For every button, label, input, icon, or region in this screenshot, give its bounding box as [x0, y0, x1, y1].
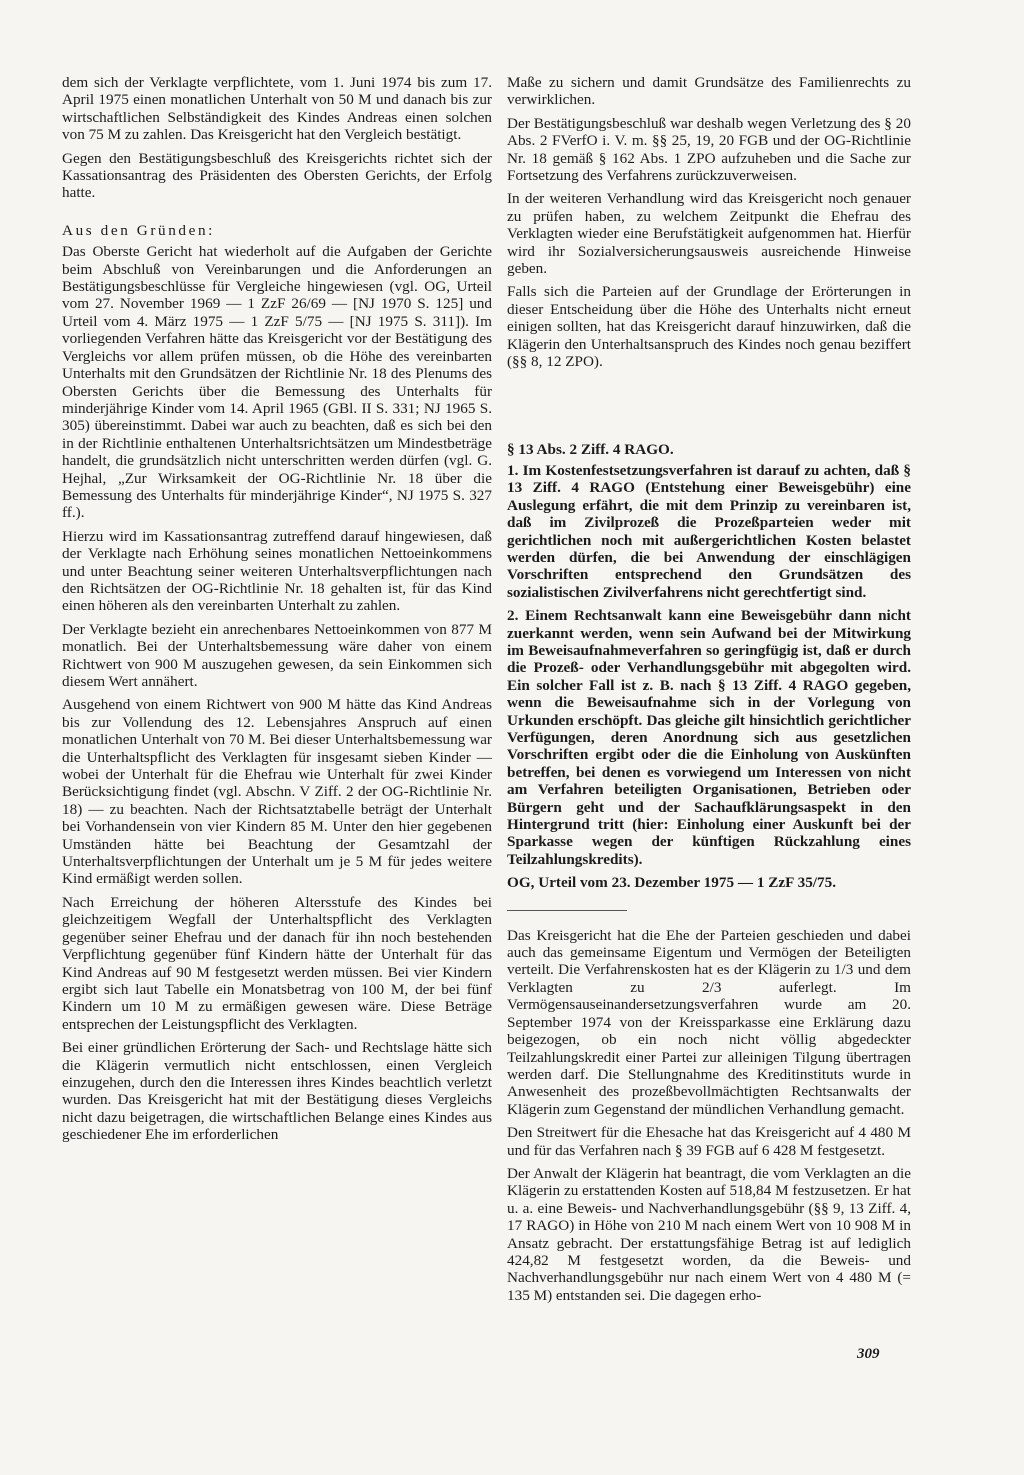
page-number: 309 [857, 1346, 880, 1362]
paragraph: Den Streitwert für die Ehesache hat das Kreisgericht auf 4 480 M und für das Verfahren nach § 39 FGB auf 6 428 M festgesetzt. [507, 1124, 911, 1159]
paragraph: Das Kreisgericht hat die Ehe der Parteien geschieden und dabei auch das gemeinsame Eigentum und Vermögen der Beteiligten verteilt. Die Verfahrenskosten hat es der Klägerin zu 1/3 und dem Verklagten zu 2/3 auferlegt. Im Vermögensauseinandersetzungsverfahren wurde am 20. September 1974 von der Kreissparkasse eine Erklärung dazu beigezogen, ob ein noch nicht völlig abgedeckter Teilzahlungskredit einer Partei zur alleinigen Tilgung übertragen werden darf. Die Stellungnahme des Kreditinstituts wurde in Anwesenheit des prozeßbevollmächtigten Rechtsanwalts der Klägerin zum Gegenstand der mündlichen Verhandlung gemacht. [507, 926, 911, 1118]
left-column [62, 74, 492, 1150]
headnote-2: 2. Einem Rechtsanwalt kann eine Beweisgebühr dann nicht zuerkannt werden, wenn sein Aufwand bei der Mitwirkung im Beweisaufnahmeverfahren so geringfügig ist, daß er durch die Prozeß- oder Verhandlungsgebühr mit abgegolten wird. Ein solcher Fall ist z. B. nach § 13 Ziff. 4 RAGO gegeben, wenn die Beweisaufnahme sich in der Vorlegung von Urkunden erschöpft. Das gleiche gilt hinsichtlich gerichtlicher Verfügungen, deren Anordnung sich aus gesetzlichen Vorschriften ergibt oder die die Einholung von Auskünften betreffen, bei denen es vorwiegend um Interessen von nicht am Verfahren beteiligten Organisationen, Betrieben oder Bürgern geht und der Sachaufklärungsaspekt in den Hintergrund tritt (hier: Einholung einer Auskunft bei der Sparkasse wegen der künftigen Rückzahlung eines Teilzahlungskredits). [507, 607, 911, 868]
paragraph: Bei einer gründlichen Erörterung der Sach- und Rechtslage hätte sich die Klägerin vermutlich nicht entschlossen, einen Vergleich einzugehen, durch den die Interessen ihres Kindes beachtlich verletzt wurden. Das Kreisgericht hat mit der Bestätigung dieses Vergleichs nicht dazu beigetragen, die wirtschaftlichen Belange eines Kindes aus geschiedener Ehe im erforderlichen [62, 1039, 492, 1144]
divider [507, 910, 627, 911]
headnote-1: 1. Im Kostenfestsetzungsverfahren ist darauf zu achten, daß § 13 Ziff. 4 RAGO (Entstehung einer Beweisgebühr) eine Auslegung erfährt, die mit dem Prinzip zu vereinbaren ist, daß im Zivilprozeß die Prozeßparteien weder mit gerichtlichen noch mit außergerichtlichen Kosten belastet werden dürfen, die bei Anwendung der einschlägigen Vorschriften entsprechend den Grundsätzen des sozialistischen Zivilverfahrens nicht gerechtfertigt sind. [507, 461, 911, 601]
decision-citation: OG, Urteil vom 23. Dezember 1975 — 1 ZzF 35/75. [507, 874, 836, 892]
paragraph: Maße zu sichern und damit Grundsätze des Familienrechts zu verwirklichen. [507, 74, 911, 109]
paragraph: Der Anwalt der Klägerin hat beantragt, die vom Verklagten an die Klägerin zu erstattenden Kosten auf 518,84 M festzusetzen. Er hat u. a. eine Beweis- und Nachverhandlungsgebühr (§§ 9, 13 Ziff. 4, 17 RAGO) in Höhe von 210 M nach einem Wert von 10 908 M in Ansatz gebracht. Der erstattungsfähige Betrag ist auf lediglich 424,82 M festgesetzt worden, da die Beweis- und Nachverhandlungsgebühr nur nach einem Wert von 4 480 M (= 135 M) entstanden sei. Die dagegen erho- [507, 1164, 911, 1304]
paragraph: Ausgehend von einem Richtwert von 900 M hätte das Kind Andreas bis zur Vollendung des 12. Lebensjahres Anspruch auf einen monatlichen Unterhalt von 70 M. Bei dieser Unterhaltsbemessung war die Unterhaltspflicht des Verklagten für insgesamt sieben Kinder — wobei der Unterhalt für die Ehefrau wie Unterhalt für zwei Kinder Berücksichtigung findet (vgl. Abschn. V Ziff. 2 der OG-Richtlinie Nr. 18) — zu beachten. Nach der Richtsatztabelle beträgt der Unterhalt bei Vorhandensein von vier Kindern 85 M. Unter den hier gegebenen Umständen hätte bei Beachtung der Gesamtzahl der Unterhaltsverpflichtungen der Unterhalt um je 5 M für jedes weitere Kind ermäßigt werden sollen. [62, 696, 492, 888]
paragraph: In der weiteren Verhandlung wird das Kreisgericht noch genauer zu prüfen haben, zu welchem Zeitpunkt die Ehefrau des Verklagten wieder eine Berufstätigkeit aufgenommen hat. Hierfür wird ihr Sozialversicherungsausweis ausreichende Hinweise geben. [507, 190, 911, 278]
paragraph: Der Bestätigungsbeschluß war deshalb wegen Verletzung des § 20 Abs. 2 FVerfO i. V. m. §§ 25, 19, 20 FGB und der OG-Richtlinie Nr. 18 gemäß § 162 Abs. 1 ZPO aufzuheben und die Sache zur Fortsetzung des Verfahrens zurückzuverweisen. [507, 114, 911, 185]
right-column [507, 74, 911, 1310]
paragraph: dem sich der Verklagte verpflichtete, vom 1. Juni 1974 bis zum 17. April 1975 einen monatlichen Unterhalt von 50 M und danach bis zur wirtschaftlichen Selbständigkeit des Kindes Andreas einen solchen von 75 M zu zahlen. Das Kreisgericht hat den Vergleich bestätigt. [62, 74, 492, 144]
statute-reference: § 13 Abs. 2 Ziff. 4 RAGO. [507, 440, 674, 458]
paragraph: Hierzu wird im Kassationsantrag zutreffend darauf hingewiesen, daß der Verklagte nach Erhöhung seines monatlichen Nettoeinkommens und unter Beachtung seiner weiteren Unterhaltsverpflichtungen nach den Richtsätzen der OG-Richtlinie Nr. 18 gehalten ist, für das Kind einen höheren als den vereinbarten Unterhalt zu zahlen. [62, 527, 492, 615]
paragraph: Der Verklagte bezieht ein anrechenbares Nettoeinkommen von 877 M monatlich. Bei der Unterhaltsbemessung wäre daher von einem Richtwert von 900 M auszugehen gewesen, da sein Einkommen sich diesem Wert annähert. [62, 620, 492, 690]
paragraph: Falls sich die Parteien auf der Grundlage der Erörterungen in dieser Entscheidung über die Höhe des Unterhalts nicht erneut einigen sollten, hat das Kreisgericht darauf hinzuwirken, daß die Klägerin den Unterhaltsanspruch des Kindes noch genau beziffert (§§ 8, 12 ZPO). [507, 283, 911, 371]
section-heading: Aus den Gründen: [62, 221, 215, 239]
paragraph: Nach Erreichung der höheren Altersstufe des Kindes bei gleichzeitigem Wegfall der Unterhaltspflicht des Verklagten gegenüber seiner Ehefrau und der danach für ihn noch bestehenden Verpflichtung gegenüber fünf Kindern hätte der Unterhalt für das Kind Andreas auf 90 M festgesetzt werden müssen. Bei vier Kindern ergibt sich laut Tabelle ein Monatsbetrag von 100 M, der bei fünf Kindern um 10 M zu ermäßigen gewesen wäre. Diese Beträge entsprechen der Leistungspflicht des Verklagten. [62, 893, 492, 1033]
paragraph: Das Oberste Gericht hat wiederholt auf die Aufgaben der Gerichte beim Abschluß von Vereinbarungen und die Anforderungen an Bestätigungsbeschlüsse für Vergleiche hingewiesen (vgl. OG, Urteil vom 27. November 1969 — 1 ZzF 26/69 — [NJ 1970 S. 125] und Urteil vom 4. März 1975 — 1 ZzF 5/75 — [NJ 1975 S. 311]). Im vorliegenden Verfahren hätte das Kreisgericht vor der Bestätigung des Vergleichs vor allem prüfen müssen, ob die Höhe des vereinbarten Unterhalts mit den Grundsätzen der Richtlinie Nr. 18 des Plenums des Obersten Gerichts über die Bemessung des Unterhalts für minderjährige Kinder vom 14. April 1965 (GBl. II S. 331; NJ 1965 S. 305) übereinstimmt. Dabei war auch zu beachten, daß es sich bei den in der Richtlinie enthaltenen Unterhaltsrichtsätzen um Mindestbeträge handelt, die grundsätzlich nicht unterschritten werden dürfen (vgl. G. Hejhal, „Zur Wirksamkeit der OG-Richtlinie Nr. 18 über die Bemessung des Unterhalts für minderjährige Kinder“, NJ 1975 S. 327 ff.). [62, 243, 492, 522]
paragraph: Gegen den Bestätigungsbeschluß des Kreisgerichts richtet sich der Kassationsantrag des Präsidenten des Obersten Gerichts, der Erfolg hatte. [62, 149, 492, 202]
